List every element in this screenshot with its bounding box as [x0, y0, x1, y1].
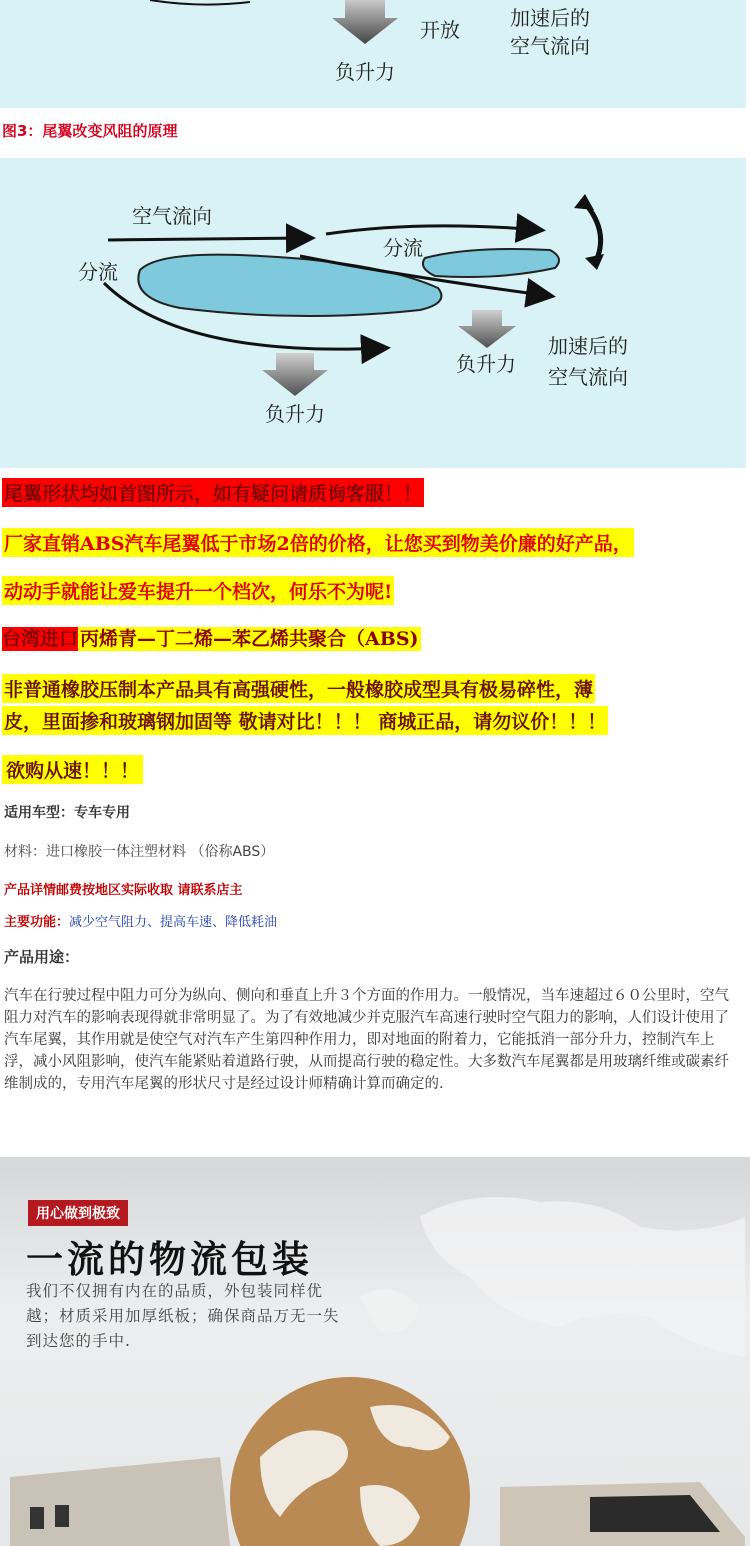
spoiler-wing-shape — [423, 249, 559, 277]
figure-caption: 图3：尾翼改变风阻的原理 — [2, 122, 178, 140]
function-label: 主要功能： — [4, 915, 70, 930]
diagram-top-panel — [0, 0, 746, 108]
label-split-right: 分流 — [383, 236, 423, 260]
usage-title: 产品用途： — [4, 948, 80, 966]
promo-line-strength-2: 皮，里面掺和玻璃钢加固等 敬请对比！！！ 商城正品，请勿议价！！！ — [2, 706, 608, 735]
promo-line-buy-now: 欲购从速！！！ — [2, 755, 143, 784]
label-split-left: 分流 — [78, 260, 118, 284]
promo-line-strength-1: 非普通橡胶压制本产品具有高强硬性，一般橡胶成型具有极易碎性，薄 — [2, 674, 595, 703]
label-accelerated-1b: 加速后的 — [548, 334, 628, 358]
airflow-diagram — [0, 158, 746, 468]
logistics-banner — [0, 1157, 750, 1546]
promo-line-price: 厂家直销ABS汽车尾翼低于市场2倍的价格，让您买到物美价廉的好产品， — [2, 528, 634, 557]
material-spec: 材料：进口橡胶一体注塑材料 （俗称ABS） — [4, 844, 275, 860]
usage-text: 汽车在行驶过程中阻力可分为纵向、侧向和垂直上升３个方面的作用力。一般情况，当车速超过６０公里时，空气阻力对汽车的影响表现得就非常明显了。为了有效地减少并克服汽车高速行驶时空气阻力的影响，人们设计使用了汽车尾翼，其作用就是使空气对汽车产生第四种作用力，即对地面的附着力，它能抵消一部分升力，控制汽车上浮，减小风阻影响，使汽车能紧贴着道路行驶，从而提高行驶的稳定性。大多数汽车尾翼都是用玻璃纤维或碳素纤维制成的，专用汽车尾翼的形状尺寸是经过设计师精确计算而确定的. — [4, 988, 729, 1092]
downforce-arrow-icon — [332, 0, 398, 44]
main-wing-shape — [138, 255, 441, 316]
banner-description: 我们不仅拥有内在的品质，外包装同样优越；材质采用加厚纸板；确保商品万无一失到达您的手中. — [26, 1282, 340, 1350]
promo-line-shape-note: 尾翼形状均如首图所示，如有疑问请质询客服！！ — [2, 478, 424, 507]
promo-line-material — [2, 624, 421, 651]
downforce-arrow-bottom-icon — [262, 353, 328, 396]
function-value: 减少空气阻力、提高车速、降低耗油 — [69, 915, 278, 930]
shipping-note: 产品详情邮费按地区实际收取 请联系店主 — [4, 883, 243, 898]
promo-line-upgrade: 动动手就能让爱车提升一个档次，何乐不为呢! — [2, 576, 394, 605]
diagram-top-arrows — [0, 0, 746, 108]
quality-badge: 用心做到极致 — [28, 1200, 128, 1226]
label-downforce: 负升力 — [335, 60, 395, 84]
label-downforce-bottom: 负升力 — [265, 402, 325, 426]
diagram-main-panel — [0, 158, 746, 468]
fit-vehicle: 适用车型：专车专用 — [4, 805, 130, 821]
label-accelerated-2: 空气流向 — [510, 34, 590, 58]
downforce-arrow-right-icon — [458, 310, 516, 348]
label-open: 开放 — [420, 18, 460, 42]
airflow-arrow-upper-right — [326, 226, 540, 234]
label-airflow: 空气流向 — [132, 204, 212, 228]
label-accelerated-1: 加速后的 — [510, 6, 590, 30]
material-name: 丙烯青—丁二烯—苯乙烯共聚合（ABS) — [80, 628, 419, 650]
label-downforce-right: 负升力 — [456, 352, 516, 376]
material-origin-highlight: 台湾进口 — [2, 628, 79, 650]
label-accelerated-2b: 空气流向 — [548, 365, 628, 389]
delivery-van-left — [10, 1457, 230, 1546]
airflow-arrow-top — [108, 238, 310, 240]
main-function — [4, 911, 277, 930]
banner-title: 一流的物流包装 — [26, 1238, 313, 1281]
rotation-arrow-icon — [585, 203, 601, 263]
